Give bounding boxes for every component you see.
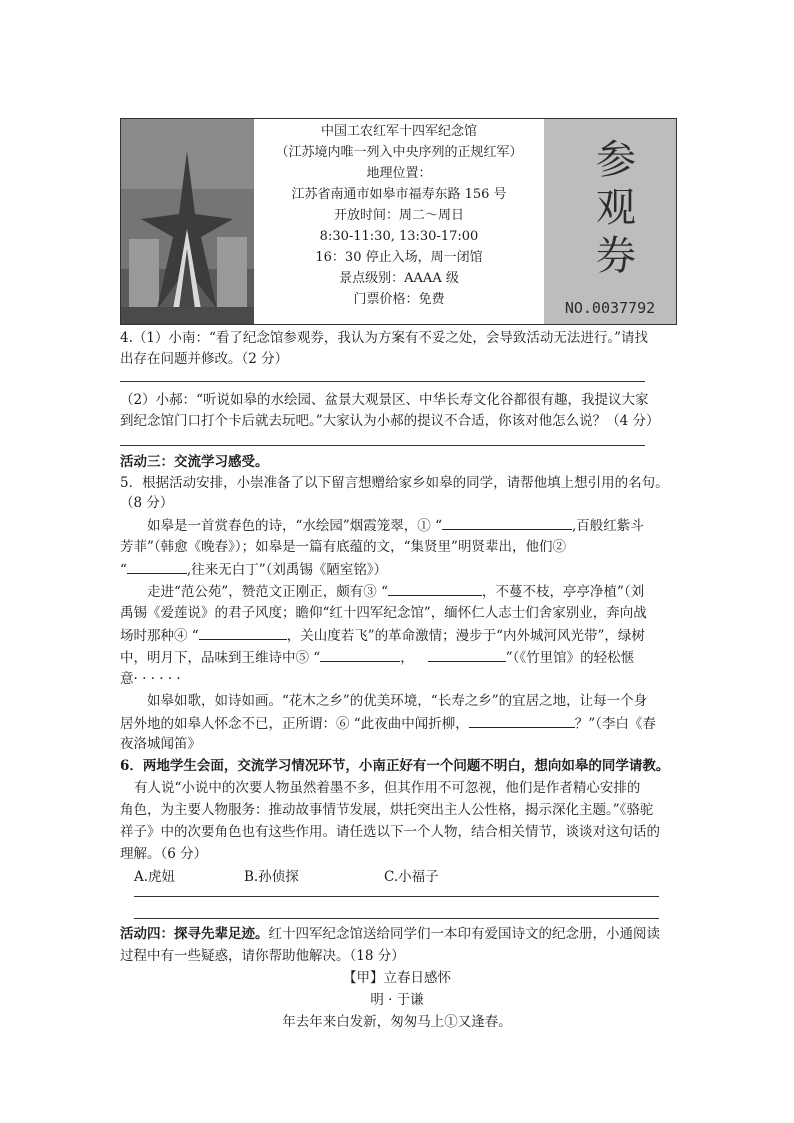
activity4-line2: 过程中有一些疑惑，请你帮助他解决。（18 分） bbox=[120, 948, 405, 964]
stamp-char-2: 观 bbox=[596, 185, 636, 231]
q4-part1-line1: 4.（1）小南：“看了纪念馆参观券，我认为方案有不妥之处，会导致活动无法进行。”请找 bbox=[120, 330, 649, 346]
q6-answer-line-2[interactable] bbox=[134, 918, 659, 919]
q5-text: ？”（李白《春 bbox=[574, 716, 656, 732]
poem-author: 明 · 于谦 bbox=[370, 992, 424, 1008]
q5-text: 如皋是一首赏春色的诗，“水绘园”烟霞笼翠，① “ bbox=[147, 518, 442, 534]
scenic-level: 景点级别：AAAA 级 bbox=[339, 271, 459, 286]
q6-line1: 有人说“小说中的次要人物虽然着墨不多，但其作用不可忽视，他们是作者精心安排的 bbox=[134, 780, 641, 796]
q5-line1: 5．根据活动安排，小崇准备了以下留言想赠给家乡如皋的同学，请帮他填上想引用的名句。 bbox=[120, 475, 669, 491]
q5-text: ，不蔓不枝，亭亭净植”（刘 bbox=[482, 584, 645, 600]
ticket-number: NO.0037792 bbox=[564, 299, 656, 317]
q5-text: ， bbox=[400, 650, 414, 666]
q5-para2-line3 bbox=[120, 625, 645, 646]
location-label: 地理位置： bbox=[366, 166, 432, 181]
q5-para2-line4 bbox=[120, 647, 634, 668]
q4-part2-line2: 到纪念馆门口打个卡后就去玩吧。”大家认为小郝的提议不合适，你该对他怎么说？（4 分） bbox=[120, 413, 660, 429]
q5-text: ，关山度若飞”的革命激情；漫步于“内外城河风光带”，绿树 bbox=[286, 628, 645, 644]
stamp-char-1: 参 bbox=[596, 137, 636, 183]
ticket-info bbox=[254, 119, 544, 324]
q5-text: 居外地的如皋人怀念不已，正所谓：⑥ “此夜曲中闻折柳， bbox=[120, 716, 469, 732]
q5-text: ,往来无白丁”（刘禹锡《陋室铭》） bbox=[186, 562, 388, 578]
closing-note: 16：30 停止入场，周一闭馆 bbox=[315, 250, 483, 265]
blank-5b[interactable] bbox=[428, 647, 506, 662]
memorial-subtitle: （江苏境内唯一列入中央序列的正规红军） bbox=[275, 145, 523, 160]
blank-1[interactable] bbox=[442, 515, 572, 530]
q5-para2-line1 bbox=[147, 581, 644, 602]
memorial-name: 中国工农红军十四军纪念馆 bbox=[320, 124, 477, 139]
q5-line2: （8 分） bbox=[120, 495, 174, 511]
blank-5a[interactable] bbox=[320, 647, 400, 662]
q5-para2-line5: 意· · · · · · bbox=[120, 671, 181, 687]
memorial-monument-image bbox=[121, 119, 254, 324]
q6-option-c[interactable]: C.小福子 bbox=[384, 869, 439, 885]
ticket-block bbox=[120, 118, 677, 325]
location-address: 江苏省南通市如皋市福寿东路 156 号 bbox=[291, 187, 507, 202]
q5-text: ”（《竹里馆》的轻松惬 bbox=[505, 650, 635, 666]
q6-title: 6．两地学生会面，交流学习情况环节，小南正好有一个问题不明白，想向如皋的同学请教。 bbox=[120, 758, 670, 774]
q6-option-b[interactable]: B.孙侦探 bbox=[244, 869, 299, 885]
q4-answer-line-2[interactable] bbox=[120, 445, 645, 446]
opening-hours: 8:30-11:30, 13:30-17:00 bbox=[319, 229, 479, 244]
ticket-stamp bbox=[544, 119, 676, 324]
q5-para3-line1: 如皋如歌，如诗如画。“花木之乡”的优美环境，“长寿之乡”的宜居之地，让每一个身 bbox=[147, 693, 648, 709]
q4-answer-line-1[interactable] bbox=[120, 381, 645, 382]
activity4-line1 bbox=[120, 924, 660, 944]
memorial-photo bbox=[121, 119, 254, 324]
q5-text: 中，明月下，品味到王维诗中⑤ “ bbox=[120, 650, 321, 666]
q5-para3-line3: 夜洛城闻笛》 bbox=[120, 736, 201, 752]
activity3-title: 活动三：交流学习感受。 bbox=[120, 454, 269, 470]
q5-para1-line3 bbox=[120, 559, 387, 580]
blank-3[interactable] bbox=[388, 581, 482, 596]
activity4-title: 活动四：探寻先辈足迹。 bbox=[120, 926, 269, 942]
poem-line-1: 年去年来白发新，匆匆马上①又逢春。 bbox=[282, 1014, 512, 1030]
q5-para1-line1 bbox=[147, 515, 644, 536]
q6-line2: 角色，为主要人物服务：推动故事情节发展，烘托突出主人公性格，揭示深化主题。”《骆驼 bbox=[120, 802, 654, 818]
blank-2[interactable] bbox=[127, 559, 187, 574]
opening-days: 开放时间：周二～周日 bbox=[333, 208, 464, 223]
q4-part2-line1: （2）小郝：“听说如皋的水绘园、盆景大观景区、中华长寿文化谷都很有趣，我提议大家 bbox=[120, 392, 649, 408]
blank-6[interactable] bbox=[469, 713, 575, 728]
q6-answer-line-1[interactable] bbox=[134, 896, 659, 897]
poem-title: 【甲】立春日感怀 bbox=[343, 970, 451, 986]
activity4-intro: 红十四军纪念馆送给同学们一本印有爱国诗文的纪念册，小通阅读 bbox=[268, 926, 660, 942]
blank-4[interactable] bbox=[199, 625, 287, 640]
q5-text: ,百般红紫斗 bbox=[572, 518, 644, 534]
q5-para2-line2: 禹锡《爱莲说》的君子风度；瞻仰“红十四军纪念馆”，缅怀仁人志士们舍家别业，奔向战 bbox=[120, 605, 647, 621]
q4-part1-line2: 出存在问题并修改。（2 分） bbox=[120, 351, 289, 367]
q6-option-a[interactable]: A.虎妞 bbox=[134, 869, 176, 885]
q6-line3: 祥子》中的次要角色也有这些作用。请任选以下一个人物，结合相关情节，谈谈对这句话的 bbox=[120, 824, 660, 840]
q5-para1-line2: 芳菲”（韩愈《晚春》）；如皋是一篇有底蕴的文，“集贤里”明贤辈出，他们② bbox=[120, 539, 566, 555]
stamp-char-3: 券 bbox=[596, 233, 636, 279]
q5-text: “ bbox=[120, 562, 127, 578]
q6-line4: 理解。（6 分） bbox=[120, 846, 208, 862]
q5-text: 走进“范公苑”，赞范文正刚正，颇有③ “ bbox=[147, 584, 388, 600]
ticket-price: 门票价格：免费 bbox=[353, 292, 445, 307]
q5-text: 场时那种④ “ bbox=[120, 628, 199, 644]
q5-para3-line2 bbox=[120, 713, 656, 734]
